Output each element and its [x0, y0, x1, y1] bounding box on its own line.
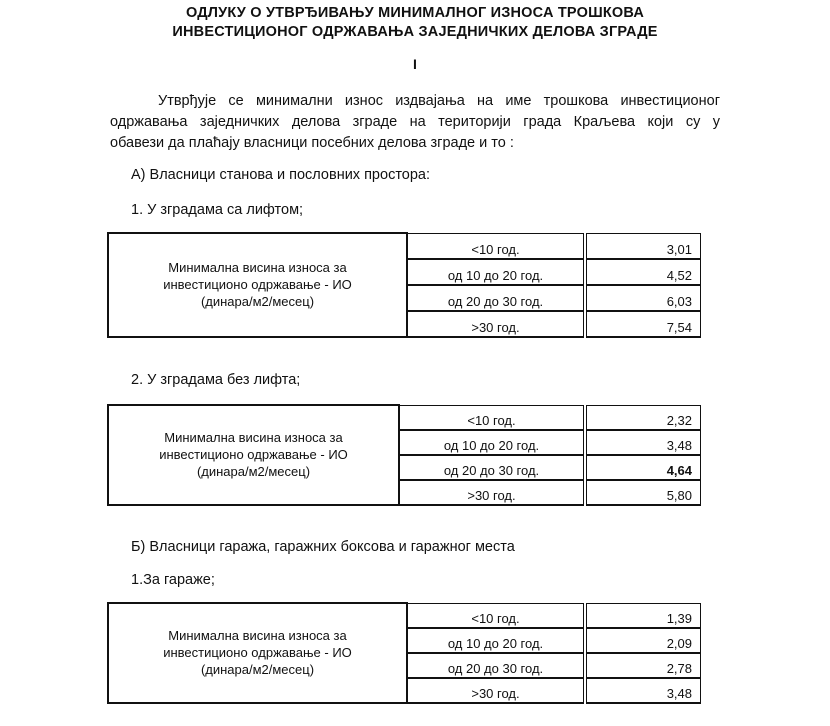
- value-cell: 4,64: [587, 455, 701, 480]
- document-title-line-2: ИНВЕСТИЦИОНОГ ОДРЖАВАЊА ЗАЈЕДНИЧКИХ ДЕЛОВА ЗГРАДЕ: [172, 24, 658, 40]
- label-line: Минимална висина износа за: [168, 628, 347, 644]
- age-cell: од 20 до 30 год.: [407, 653, 584, 678]
- intro-paragraph: [110, 91, 720, 154]
- age-cell: <10 год.: [407, 233, 584, 259]
- age-cell: >30 год.: [399, 480, 584, 505]
- age-cell: од 10 до 20 год.: [407, 259, 584, 285]
- garages-heading: 1.За гараже;: [131, 572, 215, 588]
- age-cell: од 20 до 30 год.: [399, 455, 584, 480]
- value-cell: 2,09: [587, 628, 701, 653]
- without-lift-heading: 2. У зградама без лифта;: [131, 372, 301, 388]
- value-cell: 3,01: [587, 233, 701, 259]
- value-cell: 1,39: [587, 603, 701, 628]
- value-cell: 7,54: [587, 311, 701, 337]
- section-number: I: [413, 56, 417, 72]
- intro-line-3: обавези да плаћају власници посебних делова зграде и то :: [110, 135, 514, 151]
- with-lift-table: [107, 232, 701, 338]
- value-cell: 2,78: [587, 653, 701, 678]
- intro-line-1: Утврђује се минимални износ издвајања на име трошкова инвестиционог: [158, 93, 720, 109]
- with-lift-label: [108, 233, 407, 337]
- garages-table: [107, 602, 701, 704]
- value-cell: 6,03: [587, 285, 701, 311]
- value-cell: 5,80: [587, 480, 701, 505]
- with-lift-heading: 1. У зградама са лифтом;: [131, 202, 304, 218]
- label-line: (динара/м2/месец): [196, 464, 311, 480]
- without-lift-table: [107, 404, 701, 506]
- label-line: инвестиционо одржавање - ИО: [163, 645, 352, 661]
- value-cell: 3,48: [587, 678, 701, 703]
- intro-line-2: одржавања заједничких делова зграде на територији града Краљева који су у: [110, 114, 720, 130]
- age-cell: <10 год.: [399, 405, 584, 430]
- age-cell: >30 год.: [407, 678, 584, 703]
- value-cell: 2,32: [587, 405, 701, 430]
- age-cell: <10 год.: [407, 603, 584, 628]
- section-a-heading: А) Власници станова и пословних простора:: [131, 167, 431, 183]
- document-title-line-1: ОДЛУКУ О УТВРЂИВАЊУ МИНИМАЛНОГ ИЗНОСА ТРОШКОВА: [185, 5, 645, 21]
- label-line: Минимална висина износа за: [168, 260, 347, 276]
- garages-label: [108, 603, 407, 703]
- label-line: (динара/м2/месец): [200, 294, 315, 310]
- label-line: инвестиционо одржавање - ИО: [163, 277, 352, 293]
- section-b-heading: Б) Власници гаража, гаражних боксова и гаражног места: [131, 539, 515, 555]
- label-line: Минимална висина износа за: [164, 430, 343, 446]
- age-cell: >30 год.: [407, 311, 584, 337]
- without-lift-label: [108, 405, 399, 505]
- value-cell: 3,48: [587, 430, 701, 455]
- label-line: (динара/м2/месец): [200, 662, 315, 678]
- value-cell: 4,52: [587, 259, 701, 285]
- age-cell: од 10 до 20 год.: [407, 628, 584, 653]
- label-line: инвестиционо одржавање - ИО: [159, 447, 348, 463]
- age-cell: од 20 до 30 год.: [407, 285, 584, 311]
- age-cell: од 10 до 20 год.: [399, 430, 584, 455]
